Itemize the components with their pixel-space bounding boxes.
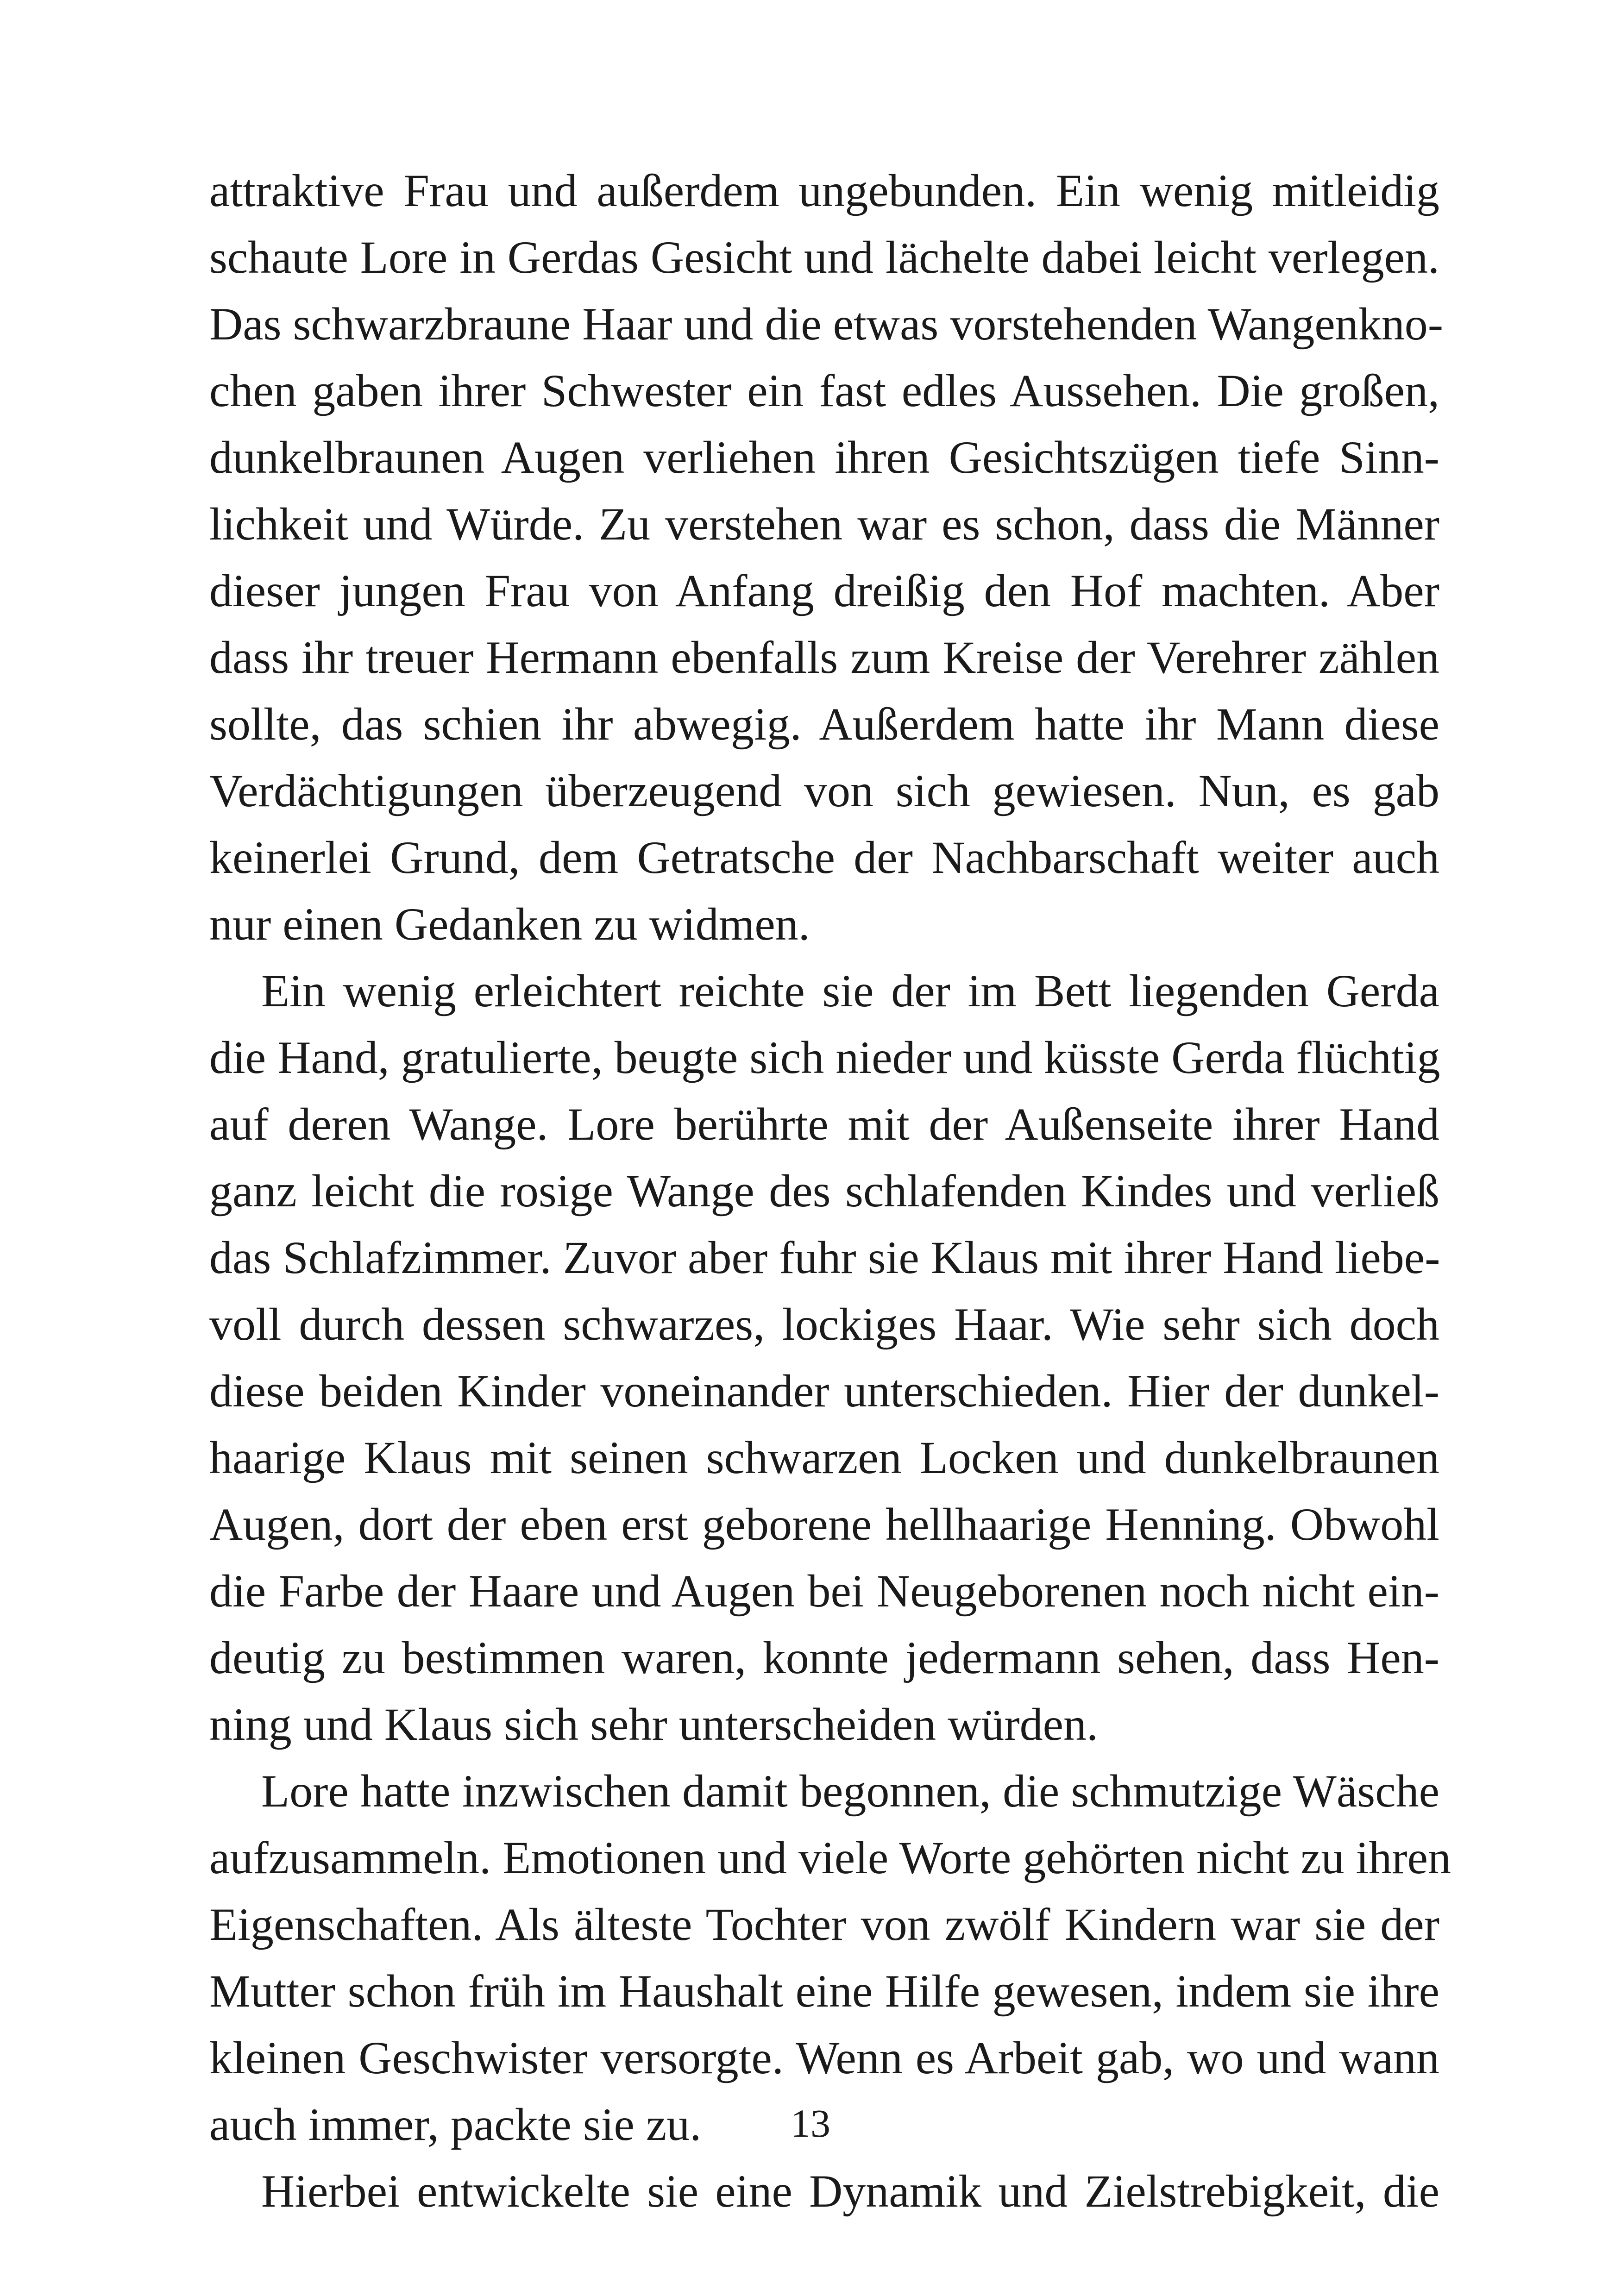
text-line: auf deren Wange. Lore berührte mit der Außenseite ihrer Hand [209,1098,1439,1150]
text-line: die Farbe der Haare und Augen bei Neugeborenen noch nicht ein- [209,1565,1439,1617]
text-line: das Schlafzimmer. Zuvor aber fuhr sie Klaus mit ihrer Hand liebe- [209,1232,1440,1283]
text-line: Mutter schon früh im Haushalt eine Hilfe gewesen, indem sie ihre [209,1965,1439,2017]
text-line: ganz leicht die rosige Wange des schlafenden Kindes und verließ [209,1165,1439,1217]
text-line: dieser jungen Frau von Anfang dreißig den Hof machten. Aber [209,565,1439,616]
text-line: voll durch dessen schwarzes, lockiges Haar. Wie sehr sich doch [209,1299,1439,1350]
text-line: keinerlei Grund, dem Getratsche der Nachbarschaft weiter auch [209,832,1439,883]
text-line: kleinen Geschwister versorgte. Wenn es Arbeit gab, wo und wann [209,2032,1439,2083]
text-line: dass ihr treuer Hermann ebenfalls zum Kreise der Verehrer zählen [209,632,1439,683]
text-line: Augen, dort der eben erst geborene hellhaarige Henning. Obwohl [209,1499,1439,1550]
text-line: die Hand, gratulierte, beugte sich nieder und küsste Gerda flüchtig [209,1032,1440,1083]
paragraph-end-line: nur einen Gedanken zu widmen. [209,898,810,950]
text-line: sollte, das schien ihr abwegig. Außerdem hatte ihr Mann diese [209,698,1439,750]
text-line: diese beiden Kinder voneinander unterschieden. Hier der dunkel- [209,1365,1439,1417]
text-line: lichkeit und Würde. Zu verstehen war es schon, dass die Männer [209,498,1439,550]
text-line: Verdächtigungen überzeugend von sich gewiesen. Nun, es gab [209,765,1439,816]
page-number: 13 [791,2101,830,2145]
paragraph-start-line: Ein wenig erleichtert reichte sie der im Bett liegenden Gerda [261,965,1439,1016]
text-line: aufzusammeln. Emotionen und viele Worte gehörten nicht zu ihren [209,1832,1451,1883]
paragraph-start-line: Lore hatte inzwischen damit begonnen, die schmutzige Wäsche [261,1765,1439,1817]
paragraph-start-line: Hierbei entwickelte sie eine Dynamik und Zielstrebigkeit, die [261,2165,1439,2217]
text-line: attraktive Frau und außerdem ungebunden. Ein wenig mitleidig [209,165,1439,216]
text-line: schaute Lore in Gerdas Gesicht und lächelte dabei leicht verlegen. [209,232,1439,283]
body-text [209,157,1451,2225]
text-line: deutig zu bestimmen waren, konnte jedermann sehen, dass Hen- [209,1632,1439,1683]
text-line: Das schwarzbraune Haar und die etwas vorstehenden Wangenkno- [209,298,1444,350]
text-line: haarige Klaus mit seinen schwarzen Locken und dunkelbraunen [209,1432,1439,1483]
text-line: dunkelbraunen Augen verliehen ihren Gesichtszügen tiefe Sinn- [209,432,1439,483]
text-line: Eigenschaften. Als älteste Tochter von zwölf Kindern war sie der [209,1899,1439,1950]
paragraph-end-line: auch immer, packte sie zu. [209,2099,702,2150]
paragraph-end-line: ning und Klaus sich sehr unterscheiden würden. [209,1699,1098,1750]
text-line: chen gaben ihrer Schwester ein fast edles Aussehen. Die großen, [209,365,1439,416]
